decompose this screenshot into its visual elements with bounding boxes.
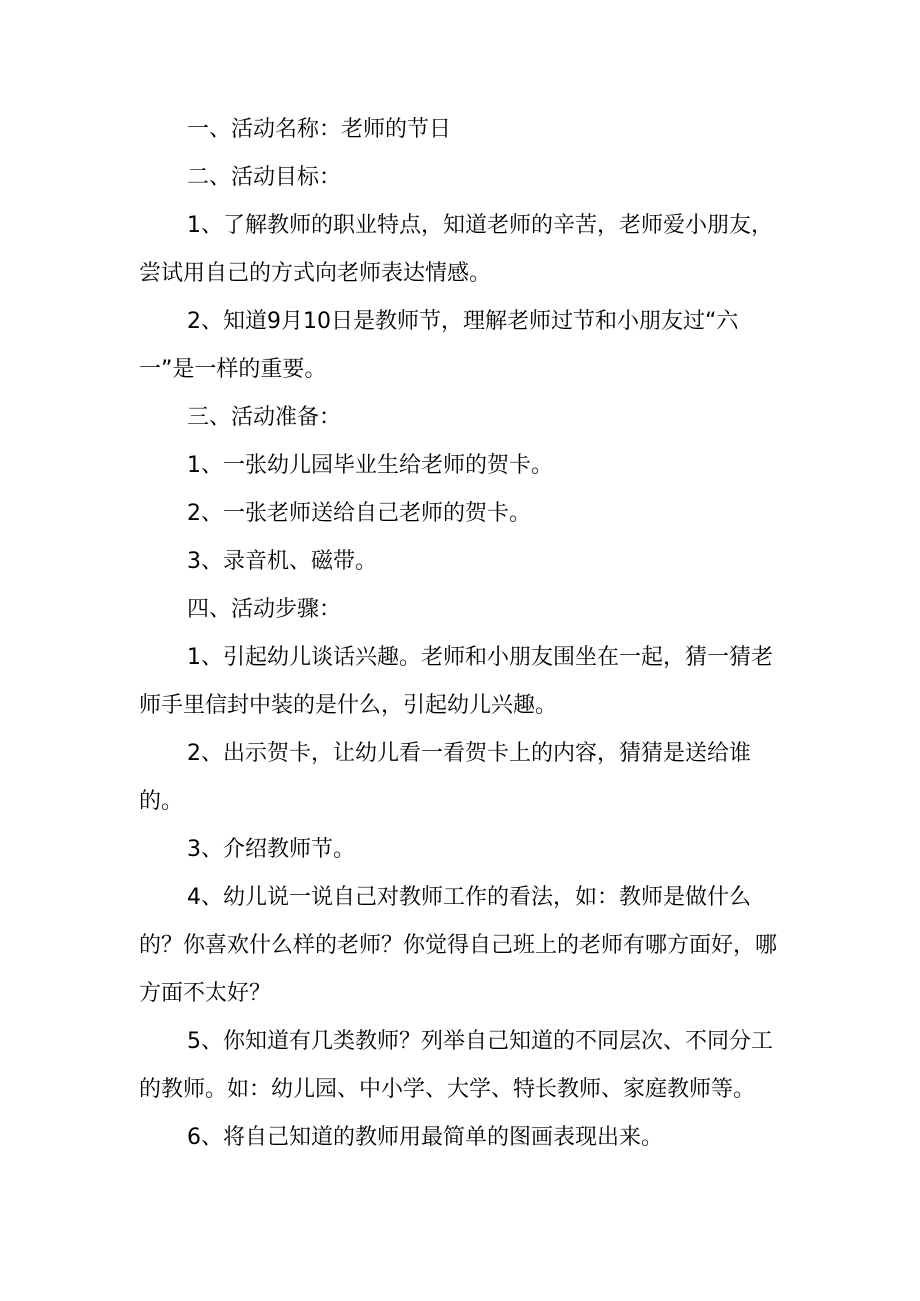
document-body bbox=[139, 106, 784, 1162]
activity-name-heading: 一、活动名称：老师的节日 bbox=[187, 117, 452, 142]
preparation-item-2: 2、一张老师送给自己老师的贺卡。 bbox=[187, 501, 531, 526]
step-item-4: 4、幼儿说一说自己对教师工作的看法，如：教师是做什么的？你喜欢什么样的老师？你觉得自己班上的老师有哪方面好，哪方面不太好？ bbox=[139, 885, 778, 1006]
preparation-item-1: 1、一张幼儿园毕业生给老师的贺卡。 bbox=[187, 453, 553, 478]
goal-item-1: 1、了解教师的职业特点，知道老师的辛苦，老师爱小朋友，尝试用自己的方式向老师表达情感。 bbox=[139, 213, 773, 286]
step-item-5: 5、你知道有几类教师？列举自己知道的不同层次、不同分工的教师。如：幼儿园、中小学、大学、特长教师、家庭教师等。 bbox=[139, 1029, 773, 1102]
activity-preparation-heading: 三、活动准备： bbox=[187, 405, 342, 430]
step-item-1: 1、引起幼儿谈话兴趣。老师和小朋友围坐在一起，猜一猜老师手里信封中装的是什么，引起幼儿兴趣。 bbox=[139, 645, 773, 718]
step-item-6: 6、将自己知道的教师用最简单的图画表现出来。 bbox=[187, 1125, 663, 1150]
step-item-2: 2、出示贺卡，让幼儿看一看贺卡上的内容，猜猜是送给谁的。 bbox=[139, 741, 751, 814]
activity-goals-heading: 二、活动目标： bbox=[187, 165, 342, 190]
preparation-item-3: 3、录音机、磁带。 bbox=[187, 549, 377, 574]
activity-steps-heading: 四、活动步骤： bbox=[187, 597, 342, 622]
step-item-3: 3、介绍教师节。 bbox=[187, 837, 355, 862]
goal-item-2: 2、知道9月10日是教师节，理解老师过节和小朋友过“六一”是一样的重要。 bbox=[139, 309, 739, 382]
